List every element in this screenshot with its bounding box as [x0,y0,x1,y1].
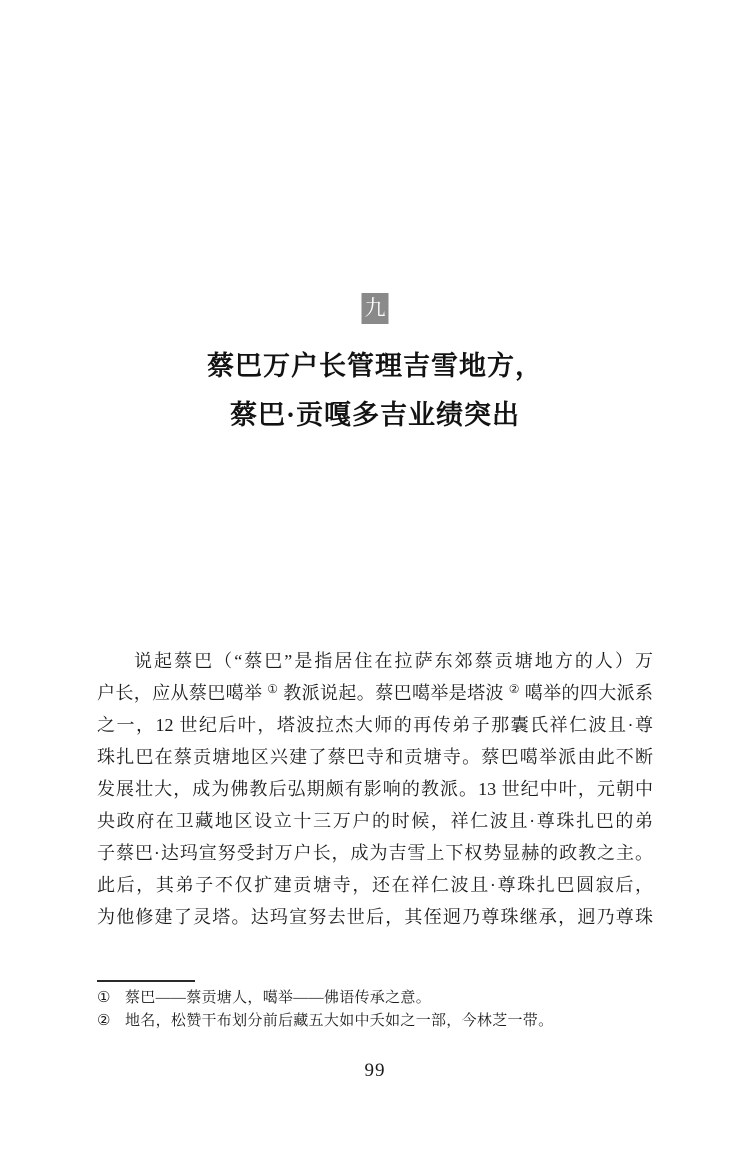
body-line: 珠扎巴在蔡贡塘地区兴建了蔡巴寺和贡塘寺。蔡巴噶举派由此不断 [97,747,653,767]
body-line: 央政府在卫藏地区设立十三万户的时候，祥仁波且·尊珠扎巴的弟 [97,811,653,831]
footnotes [97,987,653,1033]
footnote-text: 蔡巴——蔡贡塘人，噶举——佛语传承之意。 [125,990,432,1006]
body-line: 之一，12 世纪后叶，塔波拉杰大师的再传弟子那囊氏祥仁波且·尊 [97,715,653,735]
body-line: 户长，应从蔡巴噶举 ① 教派说起。蔡巴噶举是塔波 ② 噶举的四大派系 [97,682,653,703]
footnote-item [97,1010,653,1033]
body-line: 发展壮大，成为佛教后弘期颇有影响的教派。13 世纪中叶，元朝中 [97,779,653,799]
chapter-number-box: 九 [362,293,389,324]
body-paragraph [97,645,653,933]
footnote-marker: ② [97,1013,111,1029]
footnote-item [97,987,653,1010]
body-line: 为他修建了灵塔。达玛宣努去世后，其侄迥乃尊珠继承，迥乃尊珠 [97,907,653,927]
body-line: 此后，其弟子不仅扩建贡塘寺，还在祥仁波且·尊珠扎巴圆寂后， [97,875,653,895]
body-line: 子蔡巴·达玛宣努受封万户长，成为吉雪上下权势显赫的政教之主。 [97,843,653,863]
footnote-divider [97,980,195,982]
footnote-marker: ① [97,990,111,1006]
footnote-text: 地名，松赞干布划分前后藏五大如中夭如之一部，今林芝一带。 [125,1013,554,1029]
body-line: 说起蔡巴（“蔡巴”是指居住在拉萨东郊蔡贡塘地方的人）万 [134,651,653,671]
page-number: 99 [364,1060,386,1081]
chapter-title-line-2: 蔡巴·贡嘎多吉业绩突出 [229,400,520,430]
chapter-title-line-1: 蔡巴万户长管理吉雪地方， [207,351,543,381]
